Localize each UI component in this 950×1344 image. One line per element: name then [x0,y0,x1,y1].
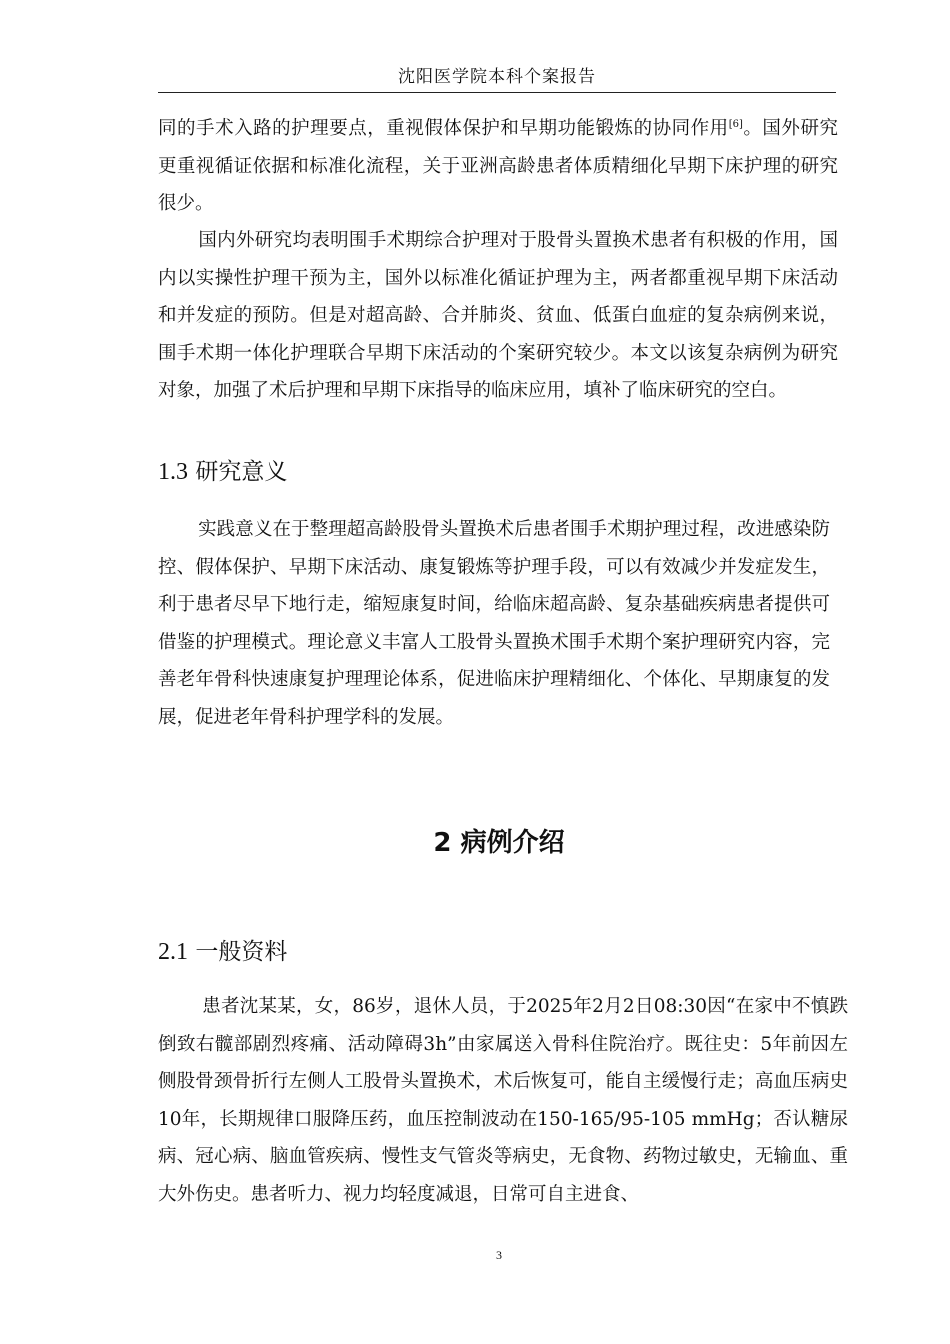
page-number: 3 [496,1248,502,1262]
section-title: 一般资料 [195,939,288,965]
paragraph-research-status [158,222,838,410]
section-number: 2.1 [158,939,188,965]
citation-reference: [6] [728,119,743,130]
header-rule [158,92,836,93]
paragraph-text: 。国外研究更重视循证依据和标准化流程，关于亚洲高龄患者体质精细化早期下床护理的研究很少。 [158,118,838,214]
chapter-heading: 2 病例介绍 [433,828,565,858]
paragraph-text: 同的手术入路的护理要点，重视假体保护和早期功能锻炼的协同作用 [158,118,729,139]
paragraph-continuation [158,110,838,223]
section-heading-1-3 [158,457,287,487]
section-title: 研究意义 [195,459,288,485]
paragraph-text: 患者沈某某，女，86岁，退休人员，于2025年2月2日08:30因“在家中不慎跌倒致右髋部剧烈疼痛、活动障碍3h”由家属送入骨科住院治疗。既往史：5年前因左侧股骨颈骨折行左侧人工股骨头置换术，术后恢复可，能自主缓慢行走；高血压病史10年，长期规律口服降压药，血压控制波动在150-165/95-105 mmHg；否认糖尿病、冠心病、脑血管疾病、慢性支气管炎等病史，无食物、药物过敏史，无输血、重大外伤史。患者听力、视力均轻度减退，日常可自主进食、 [158,996,848,1205]
section-number: 1.3 [158,459,188,485]
paragraph-text: 实践意义在于整理超高龄股骨头置换术后患者围手术期护理过程，改进感染防控、假体保护、早期下床活动、康复锻炼等护理手段，可以有效减少并发症发生，利于患者尽早下地行走，缩短康复时间，给临床超高龄、复杂基础疾病患者提供可借鉴的护理模式。理论意义丰富人工股骨头置换术围手术期个案护理研究内容，完善老年骨科快速康复护理理论体系，促进临床护理精细化、个体化、早期康复的发展，促进老年骨科护理学科的发展。 [158,519,830,728]
paragraph-text: 国内外研究均表明围手术期综合护理对于股骨头置换术患者有积极的作用，国内以实操性护理干预为主，国外以标准化循证护理为主，两者都重视早期下床活动和并发症的预防。但是对超高龄、合并肺炎、贫血、低蛋白血症的复杂病例来说，围手术期一体化护理联合早期下床活动的个案研究较少。本文以该复杂病例为研究对象，加强了术后护理和早期下床指导的临床应用，填补了临床研究的空白。 [158,230,838,401]
running-header-title: 沈阳医学院本科个案报告 [398,67,596,87]
paragraph-research-significance [158,511,830,736]
paragraph-general-information [158,988,848,1213]
section-heading-2-1 [158,937,287,967]
